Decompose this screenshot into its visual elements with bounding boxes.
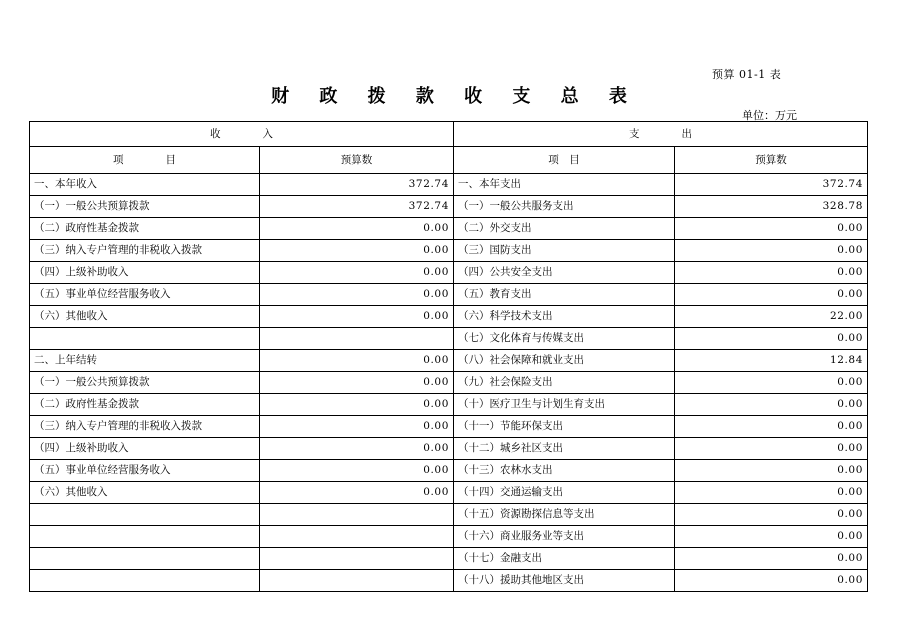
expense-value-cell: 0.00 — [675, 218, 868, 240]
expense-value-cell: 0.00 — [675, 570, 868, 592]
table-row — [30, 526, 868, 548]
expense-item-cell: （十）医疗卫生与计划生育支出 — [454, 394, 675, 416]
income-value-cell: 0.00 — [260, 262, 454, 284]
table-row — [30, 328, 868, 350]
income-value-cell: 0.00 — [260, 438, 454, 460]
header-row-sub — [30, 147, 868, 174]
expense-item-cell: （五）教育支出 — [454, 284, 675, 306]
expense-item-cell: （十三）农林水支出 — [454, 460, 675, 482]
expense-value-cell: 0.00 — [675, 262, 868, 284]
income-item-cell — [30, 570, 260, 592]
expense-item-cell: （八）社会保障和就业支出 — [454, 350, 675, 372]
expense-value-cell: 0.00 — [675, 328, 868, 350]
expense-value-cell: 0.00 — [675, 504, 868, 526]
expense-value-cell: 372.74 — [675, 174, 868, 196]
income-value-cell — [260, 328, 454, 350]
income-item-cell — [30, 526, 260, 548]
table-row — [30, 262, 868, 284]
income-item-cell — [30, 548, 260, 570]
expense-value-cell: 0.00 — [675, 394, 868, 416]
income-value-cell — [260, 570, 454, 592]
expense-value-cell: 328.78 — [675, 196, 868, 218]
expense-value-cell: 0.00 — [675, 438, 868, 460]
expense-item-cell: 一、本年支出 — [454, 174, 675, 196]
income-item-cell — [30, 504, 260, 526]
income-item-cell: （六）其他收入 — [30, 306, 260, 328]
income-value-cell: 0.00 — [260, 306, 454, 328]
income-item-cell: （五）事业单位经营服务收入 — [30, 284, 260, 306]
expense-item-cell: （二）外交支出 — [454, 218, 675, 240]
income-value-cell: 0.00 — [260, 372, 454, 394]
expense-item-cell: （九）社会保险支出 — [454, 372, 675, 394]
expense-item-cell: （十五）资源勘探信息等支出 — [454, 504, 675, 526]
income-item-cell — [30, 328, 260, 350]
income-value-cell — [260, 504, 454, 526]
income-value-cell: 0.00 — [260, 218, 454, 240]
expense-item-cell: （六）科学技术支出 — [454, 306, 675, 328]
table-row — [30, 416, 868, 438]
expense-item-header: 项 目 — [454, 147, 675, 174]
expense-value-cell: 22.00 — [675, 306, 868, 328]
expense-item-cell: （四）公共安全支出 — [454, 262, 675, 284]
expense-item-cell: （十四）交通运输支出 — [454, 482, 675, 504]
expense-value-cell: 0.00 — [675, 240, 868, 262]
income-item-cell: 二、上年结转 — [30, 350, 260, 372]
income-value-cell — [260, 526, 454, 548]
income-value-cell: 0.00 — [260, 350, 454, 372]
income-value-cell: 372.74 — [260, 174, 454, 196]
expense-item-cell: （十二）城乡社区支出 — [454, 438, 675, 460]
income-item-cell: （二）政府性基金拨款 — [30, 394, 260, 416]
income-value-cell: 0.00 — [260, 284, 454, 306]
expense-item-cell: （十七）金融支出 — [454, 548, 675, 570]
income-value-cell: 0.00 — [260, 416, 454, 438]
income-item-cell: （五）事业单位经营服务收入 — [30, 460, 260, 482]
expense-value-cell: 0.00 — [675, 460, 868, 482]
expense-budget-header: 预算数 — [675, 147, 868, 174]
table-row — [30, 438, 868, 460]
table-row — [30, 548, 868, 570]
income-item-header: 项 目 — [30, 147, 260, 174]
expense-item-cell: （十一）节能环保支出 — [454, 416, 675, 438]
income-value-cell: 0.00 — [260, 394, 454, 416]
table-row — [30, 306, 868, 328]
table-row — [30, 240, 868, 262]
expense-value-cell: 12.84 — [675, 350, 868, 372]
table-row — [30, 482, 868, 504]
table-row — [30, 570, 868, 592]
expense-item-cell: （三）国防支出 — [454, 240, 675, 262]
table-row — [30, 504, 868, 526]
income-item-cell: （三）纳入专户管理的非税收入拨款 — [30, 416, 260, 438]
expense-item-cell: （七）文化体育与传媒支出 — [454, 328, 675, 350]
expense-item-cell: （十八）援助其他地区支出 — [454, 570, 675, 592]
table-row — [30, 394, 868, 416]
income-item-cell: （三）纳入专户管理的非税收入拨款 — [30, 240, 260, 262]
income-value-cell: 372.74 — [260, 196, 454, 218]
unit-label: 单位：万元 — [742, 109, 797, 122]
table-row — [30, 174, 868, 196]
expense-item-cell: （十六）商业服务业等支出 — [454, 526, 675, 548]
expense-item-cell: （一）一般公共服务支出 — [454, 196, 675, 218]
form-number: 预算 01-1 表 — [712, 68, 782, 81]
expense-value-cell: 0.00 — [675, 482, 868, 504]
income-value-cell: 0.00 — [260, 482, 454, 504]
income-header: 收 入 — [30, 122, 454, 147]
table-row — [30, 218, 868, 240]
income-item-cell: 一、本年收入 — [30, 174, 260, 196]
income-item-cell: （一）一般公共预算拨款 — [30, 196, 260, 218]
table-row — [30, 372, 868, 394]
income-value-cell: 0.00 — [260, 460, 454, 482]
income-item-cell: （四）上级补助收入 — [30, 438, 260, 460]
table-row — [30, 284, 868, 306]
budget-table — [29, 121, 868, 592]
income-item-cell: （六）其他收入 — [30, 482, 260, 504]
table-row — [30, 460, 868, 482]
expense-value-cell: 0.00 — [675, 548, 868, 570]
income-item-cell: （一）一般公共预算拨款 — [30, 372, 260, 394]
income-item-cell: （二）政府性基金拨款 — [30, 218, 260, 240]
expense-value-cell: 0.00 — [675, 416, 868, 438]
income-item-cell: （四）上级补助收入 — [30, 262, 260, 284]
income-value-cell: 0.00 — [260, 240, 454, 262]
page-title: 财 政 拨 款 收 支 总 表 — [271, 86, 639, 107]
expense-value-cell: 0.00 — [675, 284, 868, 306]
income-value-cell — [260, 548, 454, 570]
table-row — [30, 350, 868, 372]
header-row-main — [30, 122, 868, 147]
expense-value-cell: 0.00 — [675, 526, 868, 548]
expense-header: 支 出 — [454, 122, 868, 147]
expense-value-cell: 0.00 — [675, 372, 868, 394]
table-row — [30, 196, 868, 218]
income-budget-header: 预算数 — [260, 147, 454, 174]
